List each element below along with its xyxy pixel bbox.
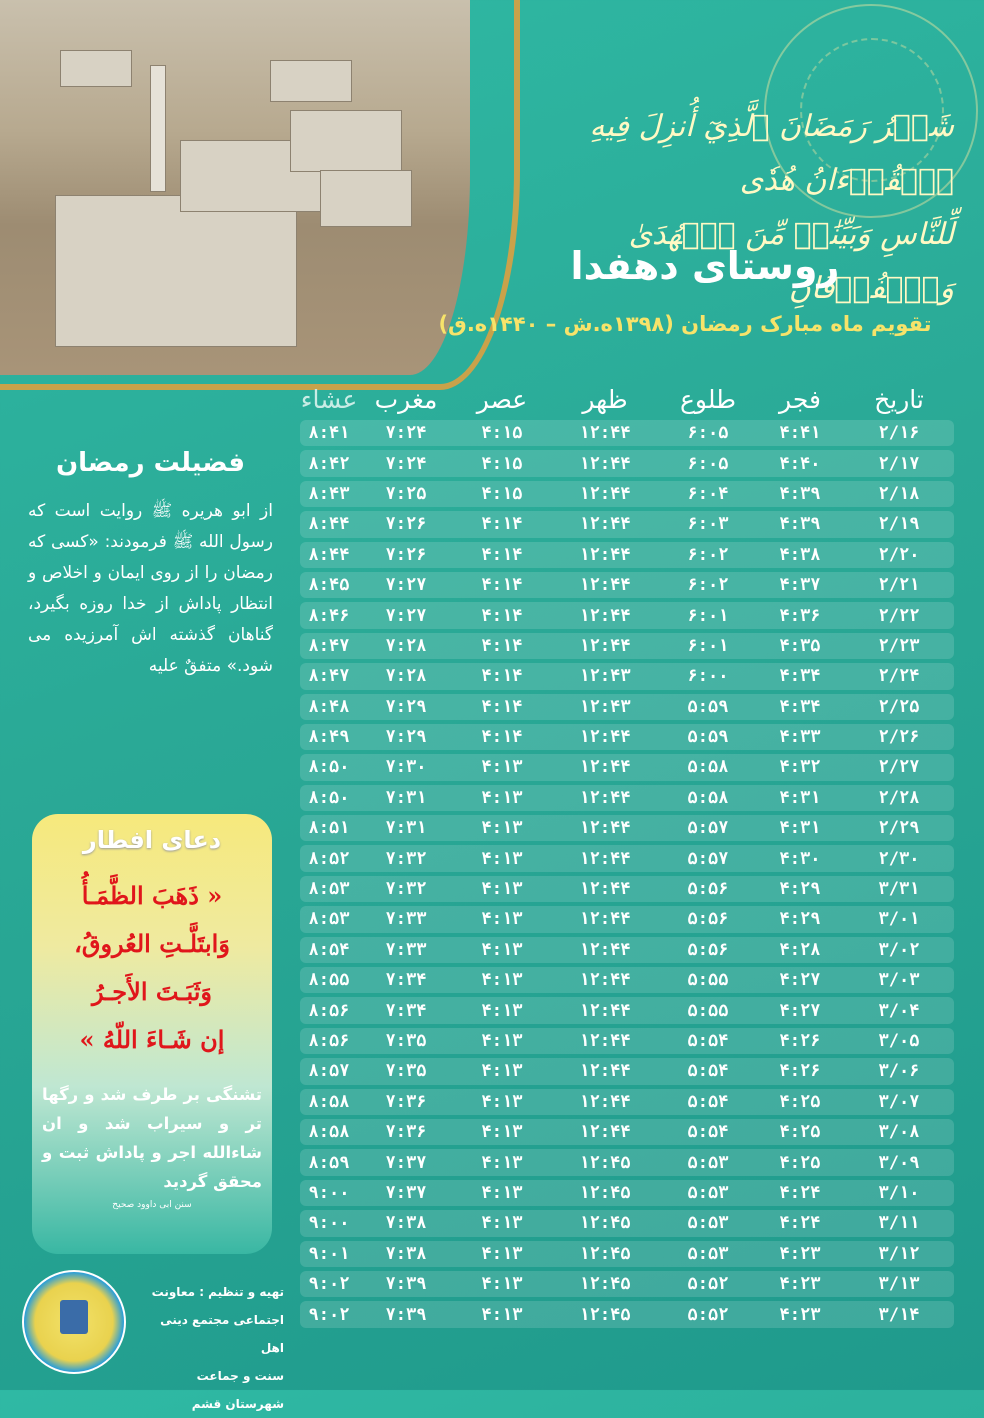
maghrib-cell: ۷:۲۹	[385, 696, 427, 717]
table-row	[300, 937, 954, 963]
header-fajr: فجر	[779, 384, 821, 414]
isha-cell: ۸:۴۶	[308, 605, 350, 626]
table-row	[300, 633, 954, 659]
maghrib-cell: ۷:۲۷	[385, 575, 427, 596]
ramadan-virtue-section	[28, 448, 273, 682]
dua-source: سنن ابی داوود صحیح	[112, 1200, 192, 1210]
isha-cell: ۸:۵۳	[308, 879, 350, 900]
sunrise-cell: ۵:۵۹	[687, 696, 729, 717]
table-row	[300, 1271, 954, 1297]
dhuhr-cell: ۱۲:۴۴	[579, 818, 631, 839]
date-cell: ۲/۲۱	[878, 575, 920, 596]
asr-cell: ۴:۱۴	[481, 544, 523, 565]
dhuhr-cell: ۱۲:۴۴	[579, 1000, 631, 1021]
sunrise-cell: ۵:۵۴	[687, 1122, 729, 1143]
sunrise-cell: ۶:۰۲	[687, 544, 729, 565]
date-cell: ۲/۲۰	[878, 544, 920, 565]
table-row	[300, 876, 954, 902]
fajr-cell: ۴:۳۲	[779, 757, 821, 778]
asr-cell: ۴:۱۴	[481, 696, 523, 717]
maghrib-cell: ۷:۲۸	[385, 666, 427, 687]
date-cell: ۳/۱۱	[878, 1213, 920, 1234]
fajr-cell: ۴:۳۳	[779, 727, 821, 748]
fajr-cell: ۴:۳۵	[779, 635, 821, 656]
sunrise-cell: ۶:۰۵	[687, 423, 729, 444]
sunrise-cell: ۵:۵۶	[687, 879, 729, 900]
asr-cell: ۴:۱۳	[481, 1152, 523, 1173]
date-cell: ۳/۱۴	[878, 1304, 920, 1325]
date-cell: ۳/۰۲	[878, 939, 920, 960]
dhuhr-cell: ۱۲:۴۵	[579, 1304, 631, 1325]
isha-cell: ۸:۵۸	[308, 1122, 350, 1143]
fajr-cell: ۴:۳۹	[779, 483, 821, 504]
sunrise-cell: ۶:۰۲	[687, 575, 729, 596]
maghrib-cell: ۷:۲۶	[385, 514, 427, 535]
house	[60, 50, 132, 87]
dhuhr-cell: ۱۲:۴۴	[579, 1061, 631, 1082]
verse-line-1: شَهۡرُ رَمَضَانَ ٱلَّذِيٓ أُنزِلَ فِيهِ ٱلۡقُرۡءَانُ هُدٗى	[589, 109, 954, 198]
isha-cell: ۸:۵۶	[308, 1000, 350, 1021]
date-cell: ۲/۱۸	[878, 483, 920, 504]
asr-cell: ۴:۱۴	[481, 635, 523, 656]
fajr-cell: ۴:۳۹	[779, 514, 821, 535]
maghrib-cell: ۷:۳۸	[385, 1243, 427, 1264]
calendar-subtitle: تقویم ماه مبارک رمضان (۱۳۹۸ه.ش – ۱۴۴۰ه.ق)	[438, 312, 932, 336]
sunrise-cell: ۵:۵۴	[687, 1061, 729, 1082]
date-cell: ۲/۲۷	[878, 757, 920, 778]
date-cell: ۳/۰۷	[878, 1091, 920, 1112]
maghrib-cell: ۷:۳۵	[385, 1061, 427, 1082]
isha-cell: ۸:۵۴	[308, 939, 350, 960]
sunrise-cell: ۵:۵۳	[687, 1243, 729, 1264]
book-icon	[60, 1300, 88, 1334]
fajr-cell: ۴:۲۹	[779, 909, 821, 930]
date-cell: ۲/۲۳	[878, 635, 920, 656]
maghrib-cell: ۷:۳۲	[385, 848, 427, 869]
table-row	[300, 815, 954, 841]
virtue-title: فضیلت رمضان	[55, 448, 246, 478]
asr-cell: ۴:۱۳	[481, 1000, 523, 1021]
maghrib-cell: ۷:۲۴	[385, 453, 427, 474]
fajr-cell: ۴:۲۷	[779, 970, 821, 991]
dhuhr-cell: ۱۲:۴۳	[579, 666, 631, 687]
isha-cell: ۸:۵۸	[308, 1091, 350, 1112]
isha-cell: ۸:۴۷	[308, 635, 350, 656]
date-cell: ۳/۱۳	[878, 1274, 920, 1295]
table-row	[300, 1241, 954, 1267]
isha-cell: ۹:۰۲	[308, 1274, 350, 1295]
table-row	[300, 1089, 954, 1115]
isha-cell: ۸:۴۸	[308, 696, 350, 717]
fajr-cell: ۴:۲۷	[779, 1000, 821, 1021]
asr-cell: ۴:۱۳	[481, 1243, 523, 1264]
asr-cell: ۴:۱۳	[481, 1213, 523, 1234]
sunrise-cell: ۵:۵۴	[687, 1091, 729, 1112]
table-row	[300, 694, 954, 720]
dua-arabic-line: وَابتَلَّـتِ العُروقُ،	[74, 929, 230, 958]
asr-cell: ۴:۱۴	[481, 514, 523, 535]
sunrise-cell: ۵:۵۳	[687, 1152, 729, 1173]
isha-cell: ۹:۰۲	[308, 1304, 350, 1325]
header-maghrib: مغرب	[374, 384, 438, 414]
table-row	[300, 511, 954, 537]
sunrise-cell: ۵:۵۸	[687, 787, 729, 808]
date-cell: ۳/۳۱	[878, 879, 920, 900]
asr-cell: ۴:۱۳	[481, 1061, 523, 1082]
maghrib-cell: ۷:۲۸	[385, 635, 427, 656]
prayer-times-table	[300, 378, 954, 1332]
fajr-cell: ۴:۲۴	[779, 1182, 821, 1203]
isha-cell: ۸:۵۱	[308, 818, 350, 839]
dhuhr-cell: ۱۲:۴۴	[579, 909, 631, 930]
isha-cell: ۸:۴۹	[308, 727, 350, 748]
maghrib-cell: ۷:۲۹	[385, 727, 427, 748]
dua-arabic-line: « ذَهَبَ الظَّمَـأُ	[81, 881, 223, 910]
house	[320, 170, 412, 227]
sunrise-cell: ۶:۰۵	[687, 453, 729, 474]
date-cell: ۲/۲۸	[878, 787, 920, 808]
date-cell: ۲/۲۴	[878, 666, 920, 687]
table-row	[300, 997, 954, 1023]
dhuhr-cell: ۱۲:۴۵	[579, 1213, 631, 1234]
date-cell: ۳/۰۴	[878, 1000, 920, 1021]
isha-cell: ۸:۵۶	[308, 1031, 350, 1051]
isha-cell: ۸:۵۰	[308, 787, 350, 808]
table-row	[300, 906, 954, 932]
date-cell: ۲/۲۵	[878, 696, 920, 717]
fajr-cell: ۴:۲۹	[779, 879, 821, 900]
dhuhr-cell: ۱۲:۴۳	[579, 696, 631, 717]
fajr-cell: ۴:۳۱	[779, 787, 821, 808]
table-row	[300, 1301, 954, 1327]
isha-cell: ۸:۴۴	[308, 544, 350, 565]
dhuhr-cell: ۱۲:۴۵	[579, 1274, 631, 1295]
organization-logo	[22, 1270, 126, 1374]
sunrise-cell: ۵:۵۵	[687, 970, 729, 991]
date-cell: ۳/۰۹	[878, 1152, 920, 1173]
maghrib-cell: ۷:۳۶	[385, 1122, 427, 1143]
sunrise-cell: ۶:۰۱	[687, 635, 729, 656]
asr-cell: ۴:۱۵	[481, 423, 523, 444]
sunrise-cell: ۵:۵۲	[687, 1304, 729, 1325]
asr-cell: ۴:۱۳	[481, 757, 523, 778]
fajr-cell: ۴:۴۰	[779, 453, 821, 474]
asr-cell: ۴:۱۳	[481, 818, 523, 839]
isha-cell: ۸:۵۷	[308, 1061, 350, 1082]
maghrib-cell: ۷:۲۵	[385, 483, 427, 504]
isha-cell: ۹:۰۰	[308, 1213, 350, 1234]
village-title: روستای دهفدا	[570, 244, 840, 288]
maghrib-cell: ۷:۳۷	[385, 1182, 427, 1203]
asr-cell: ۴:۱۴	[481, 575, 523, 596]
sunrise-cell: ۶:۰۴	[687, 483, 729, 504]
dhuhr-cell: ۱۲:۴۴	[579, 879, 631, 900]
maghrib-cell: ۷:۲۴	[385, 423, 427, 444]
fajr-cell: ۴:۲۳	[779, 1304, 821, 1325]
maghrib-cell: ۷:۲۶	[385, 544, 427, 565]
dhuhr-cell: ۱۲:۴۴	[579, 757, 631, 778]
dhuhr-cell: ۱۲:۴۴	[579, 727, 631, 748]
fajr-cell: ۴:۴۱	[779, 423, 821, 444]
dhuhr-cell: ۱۲:۴۴	[579, 1031, 631, 1051]
fajr-cell: ۴:۳۸	[779, 544, 821, 565]
date-cell: ۲/۲۲	[878, 605, 920, 626]
mosque-building	[55, 195, 297, 347]
credit-line-1: تهیه و تنظیم : معاونت	[151, 1285, 284, 1299]
maghrib-cell: ۷:۳۳	[385, 939, 427, 960]
isha-cell: ۸:۵۳	[308, 909, 350, 930]
table-body	[300, 420, 954, 1328]
credit-line-3: سنت و جماعت شهرستان قشم	[191, 1369, 284, 1411]
table-row	[300, 481, 954, 507]
fajr-cell: ۴:۲۶	[779, 1061, 821, 1082]
isha-cell: ۹:۰۰	[308, 1182, 350, 1203]
table-row	[300, 420, 954, 446]
dhuhr-cell: ۱۲:۴۴	[579, 575, 631, 596]
fajr-cell: ۴:۲۵	[779, 1091, 821, 1112]
sunrise-cell: ۵:۵۴	[687, 1031, 729, 1051]
date-cell: ۳/۱۰	[878, 1182, 920, 1203]
fajr-cell: ۴:۲۳	[779, 1243, 821, 1264]
isha-cell: ۸:۴۳	[308, 483, 350, 504]
isha-cell: ۸:۵۲	[308, 848, 350, 869]
isha-cell: ۸:۴۵	[308, 575, 350, 596]
asr-cell: ۴:۱۳	[481, 879, 523, 900]
table-row	[300, 1119, 954, 1145]
date-cell: ۳/۰۳	[878, 970, 920, 991]
dhuhr-cell: ۱۲:۴۴	[579, 1122, 631, 1143]
asr-cell: ۴:۱۳	[481, 787, 523, 808]
sunrise-cell: ۵:۵۶	[687, 939, 729, 960]
date-cell: ۲/۱۷	[878, 453, 920, 474]
asr-cell: ۴:۱۳	[481, 970, 523, 991]
isha-cell: ۹:۰۱	[308, 1243, 350, 1264]
dhuhr-cell: ۱۲:۴۴	[579, 453, 631, 474]
fajr-cell: ۴:۳۴	[779, 696, 821, 717]
table-row	[300, 1149, 954, 1175]
village-mosque-photo	[0, 0, 470, 375]
table-row	[300, 602, 954, 628]
credit-text	[134, 1278, 284, 1418]
table-row	[300, 785, 954, 811]
asr-cell: ۴:۱۳	[481, 1091, 523, 1112]
fajr-cell: ۴:۲۵	[779, 1152, 821, 1173]
dua-title: دعای افطار	[82, 826, 222, 854]
isha-cell: ۸:۴۷	[308, 666, 350, 687]
asr-cell: ۴:۱۳	[481, 1182, 523, 1203]
isha-cell: ۸:۵۹	[308, 1152, 350, 1173]
asr-cell: ۴:۱۴	[481, 605, 523, 626]
dhuhr-cell: ۱۲:۴۴	[579, 1091, 631, 1112]
table-row	[300, 1058, 954, 1084]
fajr-cell: ۴:۳۴	[779, 666, 821, 687]
table-header	[300, 378, 954, 420]
asr-cell: ۴:۱۵	[481, 483, 523, 504]
maghrib-cell: ۷:۳۲	[385, 879, 427, 900]
sunrise-cell: ۵:۵۳	[687, 1213, 729, 1234]
fajr-cell: ۴:۳۱	[779, 818, 821, 839]
asr-cell: ۴:۱۳	[481, 848, 523, 869]
date-cell: ۲/۱۹	[878, 514, 920, 535]
dhuhr-cell: ۱۲:۴۵	[579, 1182, 631, 1203]
date-cell: ۳/۰۸	[878, 1122, 920, 1143]
dhuhr-cell: ۱۲:۴۴	[579, 939, 631, 960]
fajr-cell: ۴:۳۰	[779, 848, 821, 869]
maghrib-cell: ۷:۳۴	[385, 1000, 427, 1021]
table-row	[300, 1210, 954, 1236]
dua-arabic-line: وَثَبَـتَ الأَجـرُ	[92, 977, 212, 1006]
house	[270, 60, 352, 102]
dhuhr-cell: ۱۲:۴۴	[579, 848, 631, 869]
sunrise-cell: ۵:۵۲	[687, 1274, 729, 1295]
table-row	[300, 845, 954, 871]
table-row	[300, 967, 954, 993]
verse-line-2: لِّلنَّاسِ وَبَيِّنَٰتٖ مِّنَ ٱلۡهُدَىٰ وَٱلۡفُرۡقَانِ	[628, 217, 954, 306]
maghrib-cell: ۷:۳۳	[385, 909, 427, 930]
fajr-cell: ۴:۲۶	[779, 1031, 821, 1051]
maghrib-cell: ۷:۳۸	[385, 1213, 427, 1234]
asr-cell: ۴:۱۴	[481, 727, 523, 748]
date-cell: ۳/۰۶	[878, 1061, 920, 1082]
dua-arabic-line: إن شَـاءَ اللّهُ »	[79, 1025, 225, 1054]
sunrise-cell: ۶:۰۱	[687, 605, 729, 626]
asr-cell: ۴:۱۴	[481, 666, 523, 687]
table-row	[300, 1180, 954, 1206]
asr-cell: ۴:۱۳	[481, 1274, 523, 1295]
sunrise-cell: ۵:۵۷	[687, 848, 729, 869]
maghrib-cell: ۷:۳۶	[385, 1091, 427, 1112]
minaret	[150, 65, 166, 192]
sunrise-cell: ۶:۰۰	[687, 666, 729, 687]
dhuhr-cell: ۱۲:۴۴	[579, 635, 631, 656]
maghrib-cell: ۷:۳۵	[385, 1031, 427, 1051]
table-row	[300, 572, 954, 598]
date-cell: ۲/۳۰	[878, 848, 920, 869]
header-dhuhr: ظهر	[582, 384, 628, 414]
maghrib-cell: ۷:۳۰	[385, 757, 427, 778]
table-row	[300, 663, 954, 689]
dhuhr-cell: ۱۲:۴۴	[579, 605, 631, 626]
header-date: تاریخ	[874, 384, 924, 414]
fajr-cell: ۴:۳۷	[779, 575, 821, 596]
date-cell: ۲/۱۶	[878, 423, 920, 444]
isha-cell: ۸:۵۵	[308, 970, 350, 991]
table-row	[300, 754, 954, 780]
dhuhr-cell: ۱۲:۴۴	[579, 544, 631, 565]
asr-cell: ۴:۱۵	[481, 453, 523, 474]
house	[290, 110, 402, 172]
dhuhr-cell: ۱۲:۴۴	[579, 787, 631, 808]
asr-cell: ۴:۱۳	[481, 1122, 523, 1143]
credit-line-2: اجتماعی مجتمع دینی اهل	[160, 1313, 284, 1355]
isha-cell: ۸:۴۴	[308, 514, 350, 535]
asr-cell: ۴:۱۳	[481, 1031, 523, 1051]
fajr-cell: ۴:۲۴	[779, 1213, 821, 1234]
header-sunrise: طلوع	[679, 384, 736, 414]
dua-translation: تشنگی بر طرف شد و رگها تر و سیراب شد و ان شاءالله اجر و پاداش ثبت و محقق گردید	[42, 1085, 262, 1191]
date-cell: ۲/۲۶	[878, 727, 920, 748]
date-cell: ۳/۱۲	[878, 1243, 920, 1264]
iftar-dua-card	[32, 814, 272, 1254]
isha-cell: ۸:۵۰	[308, 757, 350, 778]
sunrise-cell: ۵:۵۹	[687, 727, 729, 748]
dhuhr-cell: ۱۲:۴۵	[579, 1152, 631, 1173]
dhuhr-cell: ۱۲:۴۴	[579, 970, 631, 991]
maghrib-cell: ۷:۳۴	[385, 970, 427, 991]
header-asr: عصر	[476, 384, 528, 414]
maghrib-cell: ۷:۲۷	[385, 605, 427, 626]
maghrib-cell: ۷:۳۱	[385, 787, 427, 808]
sunrise-cell: ۶:۰۳	[687, 514, 729, 535]
fajr-cell: ۴:۲۸	[779, 939, 821, 960]
header-isha: عشاء	[300, 384, 358, 414]
asr-cell: ۴:۱۳	[481, 939, 523, 960]
sunrise-cell: ۵:۵۳	[687, 1182, 729, 1203]
dhuhr-cell: ۱۲:۴۴	[579, 514, 631, 535]
isha-cell: ۸:۴۲	[308, 453, 350, 474]
dhuhr-cell: ۱۲:۴۴	[579, 423, 631, 444]
table-row	[300, 1028, 954, 1054]
sunrise-cell: ۵:۵۵	[687, 1000, 729, 1021]
asr-cell: ۴:۱۳	[481, 909, 523, 930]
sunrise-cell: ۵:۵۷	[687, 818, 729, 839]
fajr-cell: ۴:۳۶	[779, 605, 821, 626]
date-cell: ۳/۰۱	[878, 909, 920, 930]
sunrise-cell: ۵:۵۶	[687, 909, 729, 930]
date-cell: ۳/۰۵	[878, 1031, 920, 1051]
table-row	[300, 450, 954, 476]
date-cell: ۲/۲۹	[878, 818, 920, 839]
isha-cell: ۸:۴۱	[308, 423, 350, 444]
sunrise-cell: ۵:۵۸	[687, 757, 729, 778]
table-row	[300, 542, 954, 568]
dhuhr-cell: ۱۲:۴۴	[579, 483, 631, 504]
maghrib-cell: ۷:۳۱	[385, 818, 427, 839]
maghrib-cell: ۷:۳۷	[385, 1152, 427, 1173]
maghrib-cell: ۷:۳۹	[385, 1304, 427, 1325]
fajr-cell: ۴:۲۳	[779, 1274, 821, 1295]
asr-cell: ۴:۱۳	[481, 1304, 523, 1325]
fajr-cell: ۴:۲۵	[779, 1122, 821, 1143]
dhuhr-cell: ۱۲:۴۵	[579, 1243, 631, 1264]
table-row	[300, 724, 954, 750]
virtue-text: از ابو هریره ﷺ روایت است که رسول الله ﷺ فرمودند: «کسی که رمضان را از روی ایمان و اخلاص و انتظار پاداش از خدا روزه بگیرد، گناهان گذشته اش آمرزیده می شود.» متفقٌ علیه	[28, 501, 273, 676]
maghrib-cell: ۷:۳۹	[385, 1274, 427, 1295]
